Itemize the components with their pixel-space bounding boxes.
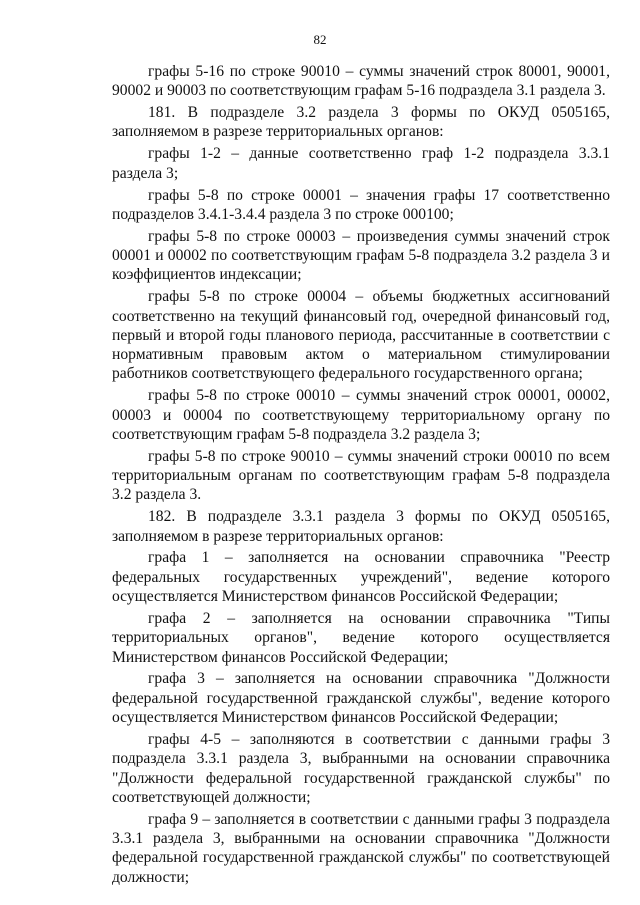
- paragraph: графы 5-8 по строке 00003 – произведения суммы значений строк 00001 и 00002 по соответствующим графам 5-8 подраздела 3.2 раздела 3 и коэффициентов индексации;: [112, 227, 610, 284]
- paragraph: графы 5-8 по строке 90010 – суммы значений строки 00010 по всем территориальным органам по соответствующим графам 5-8 подраздела 3.2 раздела 3.: [112, 447, 610, 504]
- paragraph: графа 3 – заполняется на основании справочника "Должности федеральной государственной гражданской службы", ведение которого осуществляется Министерством финансов Российской Федерации;: [112, 670, 610, 727]
- paragraph: графы 5-8 по строке 00010 – суммы значений строк 00001, 00002, 00003 и 00004 по соответствующему территориальному органу по соответствующим графам 5-8 подраздела 3.2 раздела 3;: [112, 387, 610, 443]
- paragraph: графа 2 – заполняется на основании справочника "Типы территориальных органов", ведение которого осуществляется Министерством финансов Российской Федерации;: [112, 609, 610, 666]
- paragraph: графы 5-8 по строке 00001 – значения графы 17 соответственно подразделов 3.4.1-3.4.4 раздела 3 по строке 000100;: [112, 186, 610, 223]
- paragraph: графы 4-5 – заполняются в соответствии с данными графы 3 подраздела 3.3.1 раздела 3, выбранными на основании справочника "Должности федеральной государственной гражданской службы" по соответствующей должности;: [112, 730, 610, 806]
- paragraph: 181. В подразделе 3.2 раздела 3 формы по ОКУД 0505165, заполняемом в разрезе территориальных органов:: [112, 104, 610, 141]
- document-body: [112, 62, 610, 889]
- paragraph: графа 1 – заполняется на основании справочника "Реестр федеральных государственных учреждений", ведение которого осуществляется Министерством финансов Российской Федерации;: [112, 549, 610, 606]
- paragraph: 182. В подразделе 3.3.1 раздела 3 формы по ОКУД 0505165, заполняемом в разрезе территориальных органов:: [112, 508, 610, 545]
- paragraph: графы 5-16 по строке 90010 – суммы значений строк 80001, 90001, 90002 и 90003 по соответствующим графам 5-16 подраздела 3.1 раздела 3.: [112, 63, 610, 100]
- paragraph: графы 5-8 по строке 00004 – объемы бюджетных ассигнований соответственно на текущий финансовый год, очередной финансовый год, первый и второй годы планового периода, рассчитанные в соответствии с нормативным правовым актом о материальном стимулировании работников соответствующего федерального государственного органа;: [112, 288, 610, 383]
- paragraph: графа 9 – заполняется в соответствии с данными графы 3 подраздела 3.3.1 раздела 3, выбранными на основании справочника "Должности федеральной государственной гражданской службы" по соответствующей должности;: [112, 810, 610, 886]
- paragraph: графы 1-2 – данные соответственно граф 1-2 подраздела 3.3.1 раздела 3;: [112, 145, 610, 182]
- page-number: 82: [313, 32, 327, 47]
